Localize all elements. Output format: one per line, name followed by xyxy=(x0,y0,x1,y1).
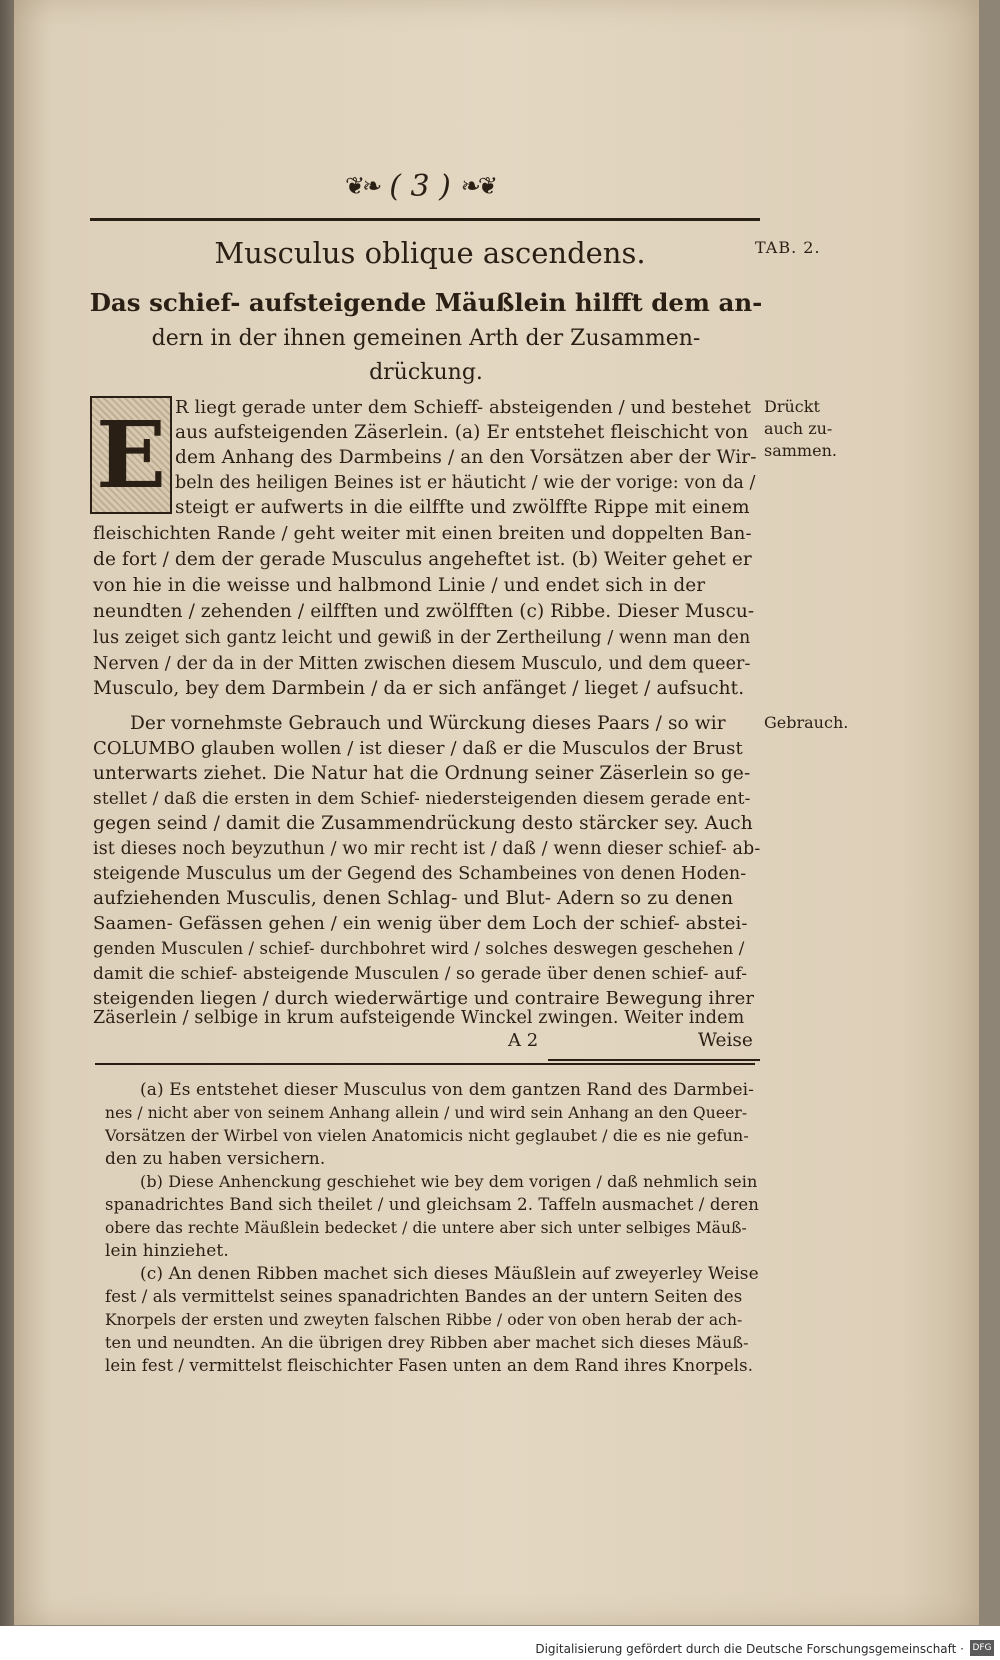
body-line: damit die schief- absteigende Musculen / so gerade über denen schief- auf- xyxy=(93,964,748,984)
title-german-line: dern in der ihnen gemeinen Arth der Zusammen- xyxy=(151,326,701,351)
body-line: COLUMBO glauben wollen / ist dieser / daß er die Musculos der Brust xyxy=(93,738,743,759)
running-header xyxy=(330,168,510,204)
footnote-line: spanadrichtes Band sich theilet / und gleichsam 2. Taffeln ausmachet / deren xyxy=(105,1195,759,1214)
body-line: genden Musculen / schief- durchbohret wird / solches deswegen geschehen / xyxy=(93,939,745,958)
body-line: ist dieses noch beyzuthun / wo mir recht ist / daß / wenn dieser schief- ab- xyxy=(93,839,761,859)
body-line: unterwarts ziehet. Die Natur hat die Ordnung seiner Zäserlein so ge- xyxy=(93,763,751,784)
signature-rule xyxy=(548,1059,760,1061)
body-line: Nerven / der da in der Mitten zwischen diesem Musculo, und dem queer- xyxy=(93,654,751,674)
title-german-line: Das schief- aufsteigende Mäußlein hilfft dem an- xyxy=(89,288,763,317)
body-line: de fort / dem der gerade Musculus angeheftet ist. (b) Weiter gehet er xyxy=(93,549,752,570)
footnote-line: Knorpels der ersten und zweyten falschen Ribbe / oder von oben herab der ach- xyxy=(105,1311,743,1329)
margin-note-line: sammen. xyxy=(764,441,837,460)
body-line: von hie in die weisse und halbmond Linie / und endet sich in der xyxy=(93,575,706,596)
body-line: aufziehenden Musculis, denen Schlag- und Blut- Adern so zu denen xyxy=(93,888,734,909)
footnote-line: (c) An denen Ribben machet sich dieses Mäußlein auf zweyerley Weise xyxy=(140,1264,759,1284)
footnote-line: lein hinziehet. xyxy=(105,1241,229,1261)
body-line: R liegt gerade unter dem Schieff- absteigenden / und bestehet xyxy=(175,397,752,418)
footnote-line: (b) Diese Anhenckung geschiehet wie bey dem vorigen / daß nehmlich sein xyxy=(140,1172,758,1191)
footnote-line: Vorsätzen der Wirbel von vielen Anatomicis nicht geglaubet / die es nie gefun- xyxy=(105,1126,749,1145)
footnote-rule xyxy=(95,1063,755,1065)
title-latin: Musculus oblique ascendens. xyxy=(214,236,646,270)
dfg-logo-icon: DFG xyxy=(970,1640,994,1656)
ornament-left-icon: ❦❧ xyxy=(344,172,380,200)
body-line: Musculo, bey dem Darmbein / da er sich anfänget / lieget / aufsucht. xyxy=(93,678,745,699)
footnote-line: lein fest / vermittelst fleischichter Fasen unten an dem Rand ihres Knorpels. xyxy=(105,1356,754,1375)
body-line: lus zeiget sich gantz leicht und gewiß in der Zertheilung / wenn man den xyxy=(93,628,751,648)
digitization-credit: Digitalisierung gefördert durch die Deutsche Forschungsgemeinschaft · xyxy=(535,1642,964,1656)
header-rule xyxy=(90,218,760,221)
footnote-line: fest / als vermittelst seines spanadrichten Bandes an der untern Seiten des xyxy=(105,1287,743,1306)
footnote-line: ten und neundten. An die übrigen drey Ribben aber machet sich dieses Mäuß- xyxy=(105,1333,749,1352)
body-line: neundten / zehenden / eilfften und zwölfften (c) Ribbe. Dieser Muscu- xyxy=(93,601,755,622)
page-number: ( 3 ) xyxy=(389,168,451,204)
title-german-line: drückung. xyxy=(369,360,483,385)
body-line: Zäserlein / selbige in krum aufsteigende Winckel zwingen. Weiter indem xyxy=(93,1008,745,1028)
body-line: steigenden liegen / durch wiederwärtige und contraire Bewegung ihrer xyxy=(93,988,755,1009)
body-line: gegen seind / damit die Zusammendrückung desto stärcker sey. Auch xyxy=(93,813,753,834)
margin-tab-reference: TAB. 2. xyxy=(755,238,821,257)
drop-cap xyxy=(90,396,172,514)
margin-note-usage: Gebrauch. xyxy=(764,713,849,732)
body-line: dem Anhang des Darmbeins / an den Vorsätzen aber der Wir- xyxy=(175,447,757,468)
catchword: Weise xyxy=(698,1030,753,1051)
book-spine xyxy=(0,0,14,1660)
margin-note-line: Drückt xyxy=(764,397,820,416)
ornament-right-icon: ❧❦ xyxy=(460,172,495,200)
body-line: Saamen- Gefässen gehen / ein wenig über dem Loch der schief- abstei- xyxy=(93,913,748,934)
body-line: aus aufsteigenden Zäserlein. (a) Er entstehet fleischicht von xyxy=(175,422,749,443)
footnote-line: den zu haben versichern. xyxy=(105,1149,326,1169)
drop-cap-letter: E xyxy=(95,401,167,509)
footnote-line: obere das rechte Mäußlein bedecket / die untere aber sich unter selbiges Mäuß- xyxy=(105,1219,747,1237)
body-line: steigt er aufwerts in die eilffte und zwölffte Rippe mit einem xyxy=(175,497,750,518)
body-line: beln des heiligen Beines ist er häuticht / wie der vorige: von da / xyxy=(175,473,756,493)
margin-note-line: auch zu- xyxy=(764,419,833,438)
body-line: Der vornehmste Gebrauch und Würckung dieses Paars / so wir xyxy=(130,713,726,734)
footnote-line: (a) Es entstehet dieser Musculus von dem gantzen Rand des Darmbei- xyxy=(140,1080,754,1100)
body-line: steigende Musculus um der Gegend des Schambeines von denen Hoden- xyxy=(93,864,747,884)
signature-mark: A 2 xyxy=(508,1030,539,1051)
body-line: stellet / daß die ersten in dem Schief- niedersteigenden diesem gerade ent- xyxy=(93,789,751,809)
body-line: fleischichten Rande / geht weiter mit einen breiten und doppelten Ban- xyxy=(93,523,752,544)
footnote-line: nes / nicht aber von seinem Anhang allein / und wird sein Anhang an den Queer- xyxy=(105,1104,748,1122)
